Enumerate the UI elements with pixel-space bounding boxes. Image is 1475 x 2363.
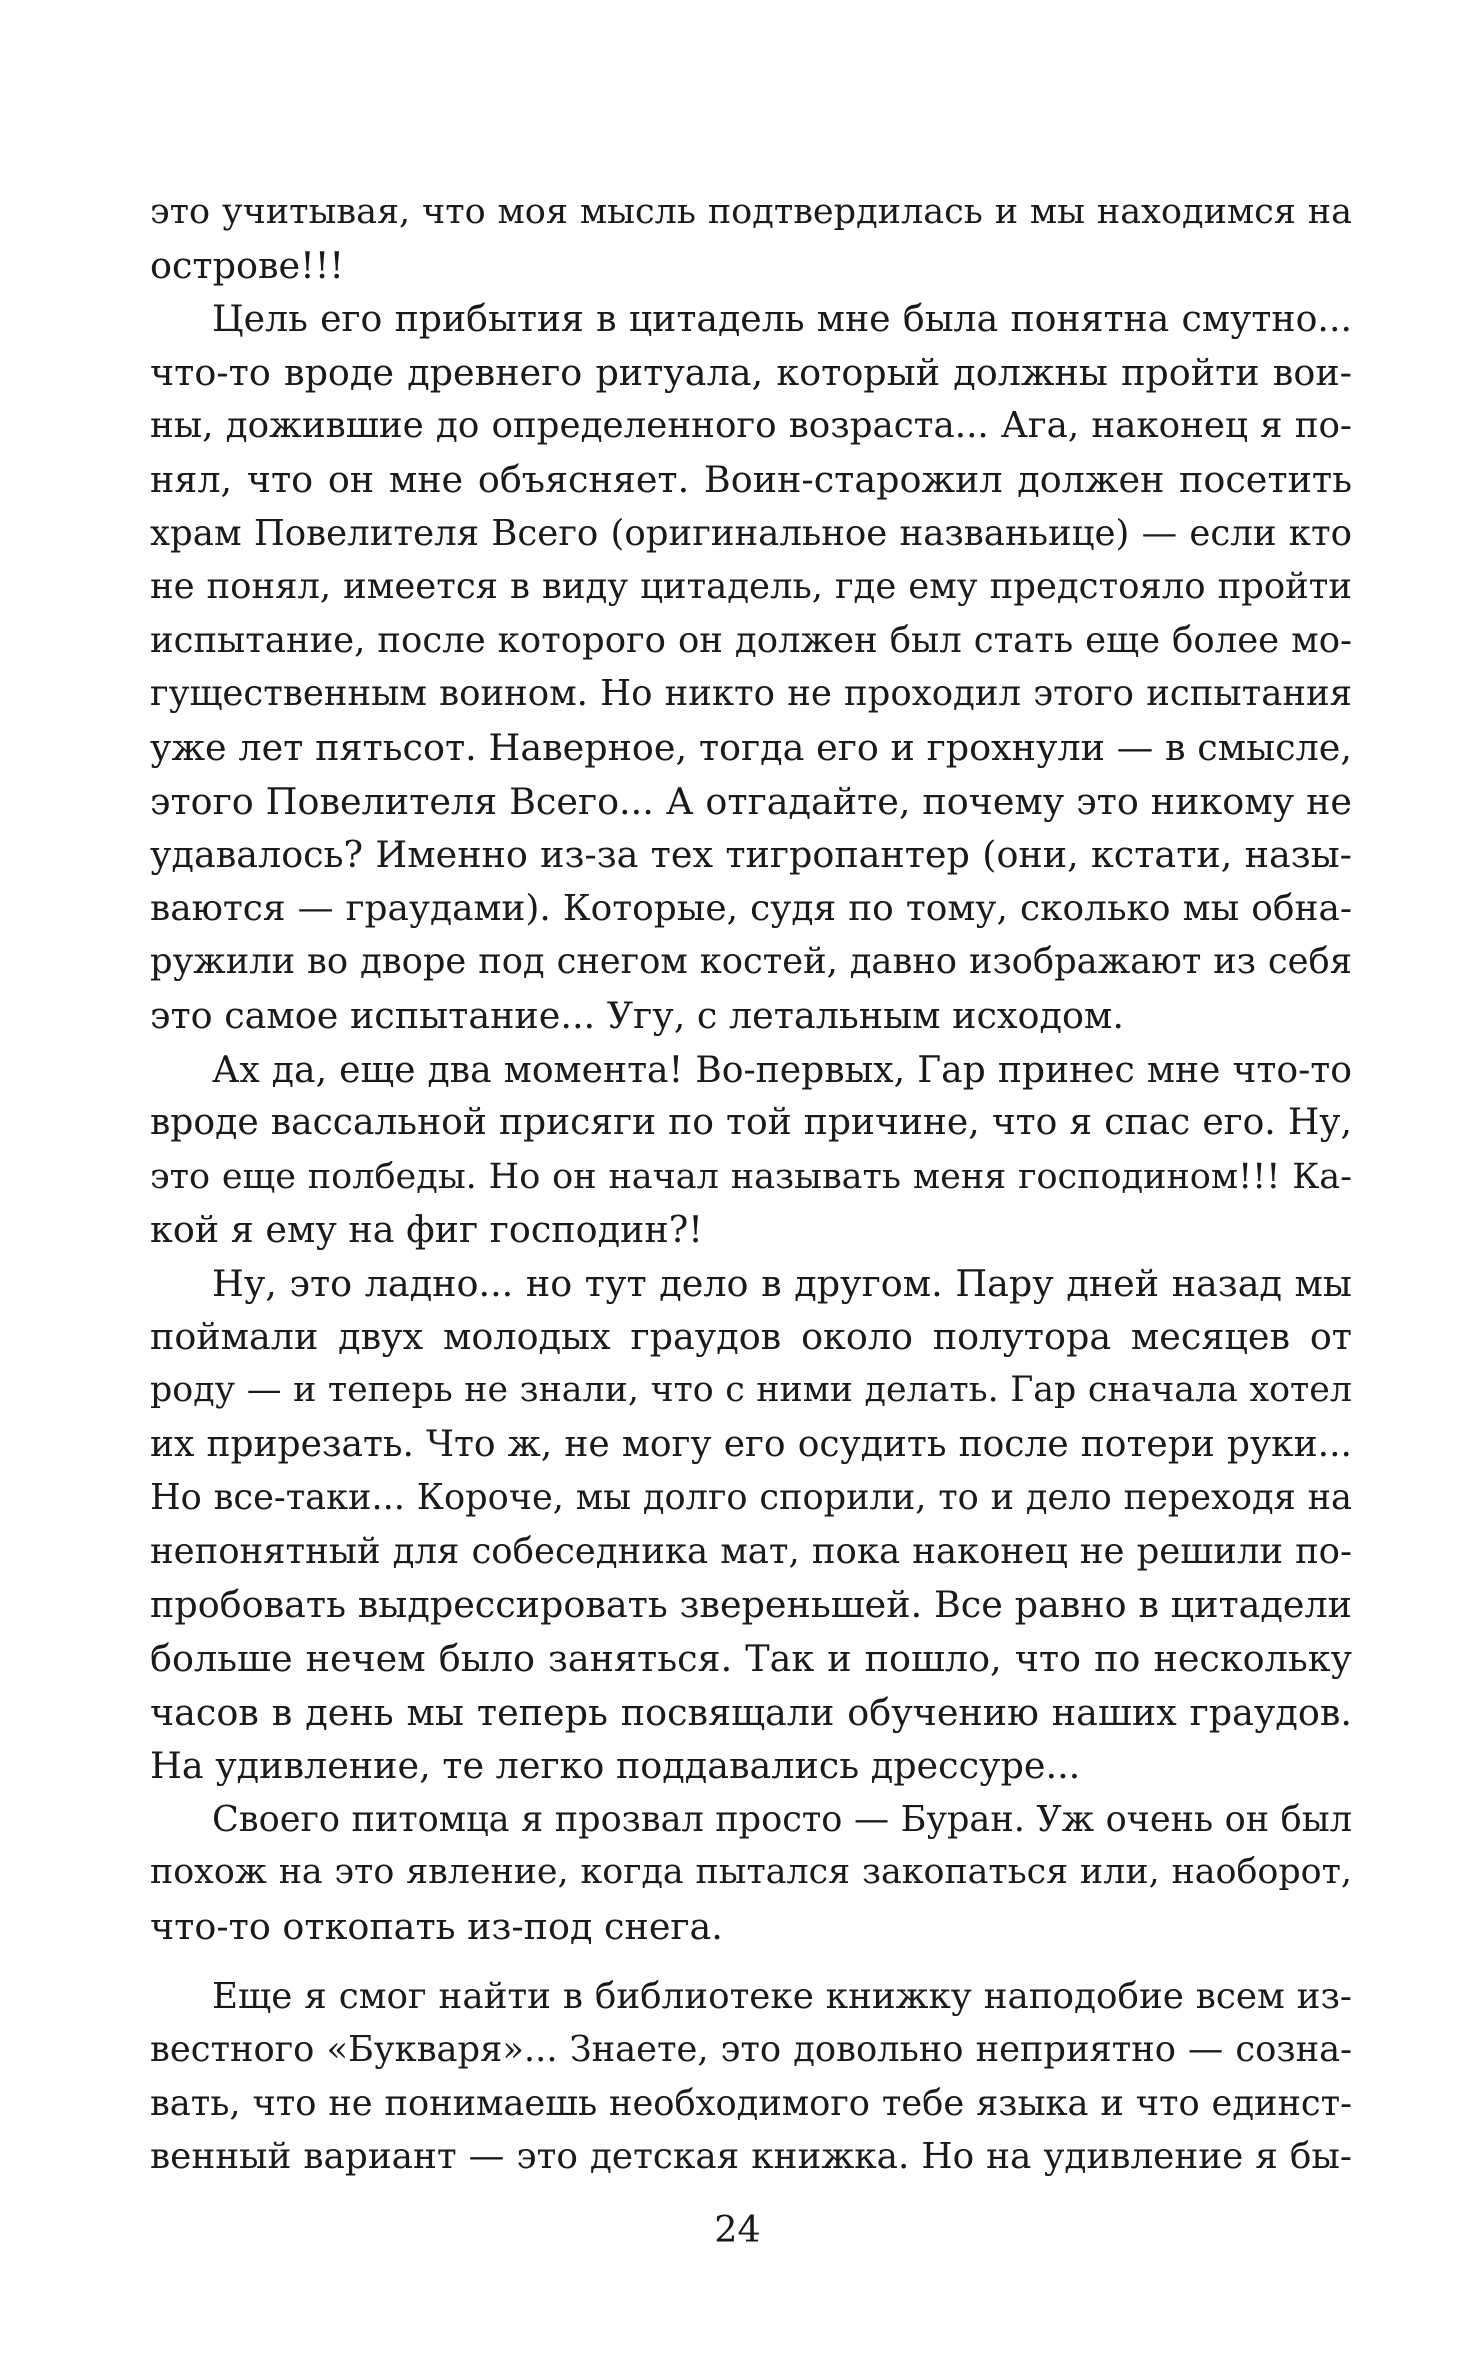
text-line: часов в день мы теперь посвящали обучению наших граудов.: [150, 1690, 1352, 1734]
text-line: Ну, это ладно... но тут дело в другом. Пару дней назад мы: [212, 1261, 1352, 1305]
text-line: ны, дожившие до определенного возраста... Ага, наконец я по-: [150, 405, 1352, 447]
text-line: уже лет пятьсот. Наверное, тогда его и грохнули — в смысле,: [150, 725, 1352, 769]
body-text: [150, 185, 1352, 2184]
text-line: кой я ему на фиг господин?!: [150, 1208, 703, 1252]
page-number: 24: [714, 2208, 761, 2251]
paragraph: [150, 1970, 1352, 2184]
text-line: вроде вассальной присяги по той причине, что я спас его. Ну,: [150, 1101, 1352, 1144]
text-line: поймали двух молодых граудов около полутора месяцев от: [150, 1315, 1352, 1359]
text-line: что-то вроде древнего ритуала, который должны пройти вои-: [150, 350, 1352, 394]
text-line: На удивление, те легко поддавались дрессуре...: [150, 1744, 1081, 1788]
text-line: Своего питомца я прозвал просто — Буран. Уж очень он был: [212, 1798, 1352, 1840]
text-line: нял, что он мне объясняет. Воин-старожил должен посетить: [150, 457, 1352, 501]
text-line: Ах да, еще два момента! Во-первых, Гар принес мне что-то: [212, 1047, 1352, 1091]
paragraph-gap: [150, 1954, 1352, 1970]
text-line: ваются — граудами). Которые, судя по тому, сколько мы обна-: [150, 887, 1352, 929]
text-line: больше нечем было заняться. Так и пошло, что по нескольку: [150, 1637, 1352, 1681]
text-line: это учитывая, что моя мысль подтвердилась и мы находимся на: [150, 191, 1352, 232]
text-line: удавалось? Именно из-за тех тигропантер (они, кстати, назы-: [150, 833, 1352, 877]
text-line: гущественным воином. Но никто не проходил этого испытания: [150, 673, 1352, 715]
text-line: Еще я смог найти в библиотеке книжку наподобие всем из-: [212, 1975, 1352, 2017]
text-line: острове!!!: [150, 243, 345, 287]
text-line: их прирезать. Что ж, не могу его осудить после потери руки...: [150, 1423, 1352, 1465]
text-line: Цель его прибытия в цитадель мне была понятна смутно...: [212, 297, 1352, 341]
text-line: вать, что не понимаешь необходимого тебе языка и что единст-: [150, 2082, 1352, 2124]
paragraph: [150, 1043, 1352, 1257]
text-line: Но все-таки... Короче, мы долго спорили, то и дело переходя на: [150, 1477, 1352, 1519]
text-line: не понял, имеется в виду цитадель, где ему предстояло пройти: [150, 566, 1352, 608]
text-line: пробовать выдрессировать звереньшей. Все равно в цитадели: [150, 1583, 1352, 1627]
text-line: испытание, после которого он должен был стать еще более мо-: [150, 619, 1352, 661]
text-line: этого Повелителя Всего... А отгадайте, почему это никому не: [150, 779, 1352, 823]
text-line: роду — и теперь не знали, что с ними делать. Гар сначала хотел: [150, 1370, 1352, 1411]
paragraph: [150, 185, 1352, 292]
paragraph: [150, 1793, 1352, 1954]
paragraph: [150, 1257, 1352, 1793]
text-line: что-то откопать из-под снега.: [150, 1905, 723, 1948]
text-line: вестного «Букваря»... Знаете, это довольно неприятно — созна-: [150, 2029, 1352, 2071]
text-line: храм Повелителя Всего (оригинальное названьице) — если кто: [150, 512, 1352, 554]
text-line: это еще полбеды. Но он начал называть меня господином!!! Ка-: [150, 1155, 1352, 1197]
paragraph: [150, 292, 1352, 1042]
text-line: ружили во дворе под снегом костей, давно изображают из себя: [150, 941, 1352, 983]
text-line: непонятный для собеседника мат, пока наконец не решили по-: [150, 1530, 1352, 1572]
text-line: венный вариант — это детская книжка. Но на удивление я бы-: [150, 2136, 1352, 2178]
text-line: это самое испытание... Угу, с летальным исходом.: [150, 993, 1124, 1037]
text-line: похож на это явление, когда пытался закопаться или, наоборот,: [150, 1852, 1352, 1893]
